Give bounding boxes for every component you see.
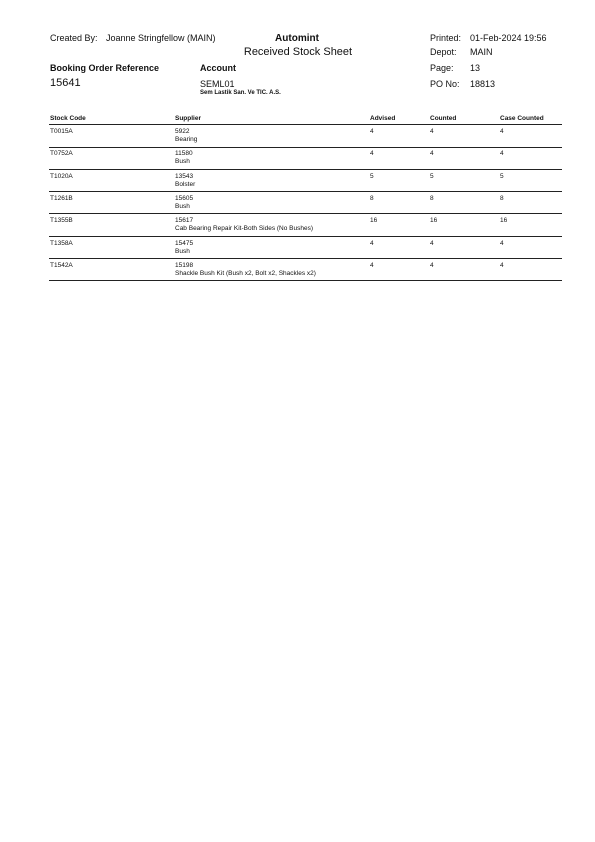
sheet-title: Received Stock Sheet (243, 46, 353, 58)
supplier-code-cell: 11580 (175, 150, 193, 158)
row-divider (49, 258, 562, 259)
counted-cell: 4 (430, 261, 434, 269)
account-code: SEML01 (200, 79, 235, 89)
account-label: Account (200, 63, 236, 73)
po-label: PO No: (430, 79, 460, 89)
case-counted-cell: 5 (500, 172, 504, 180)
advised-cell: 16 (370, 217, 378, 225)
counted-cell: 4 (430, 239, 434, 247)
col-advised: Advised (370, 115, 396, 122)
created-by-label: Created By: (50, 33, 98, 43)
description-cell: Bush (175, 158, 190, 166)
created-by-value: Joanne Stringfellow (MAIN) (106, 33, 216, 43)
counted-cell: 4 (430, 128, 434, 135)
row-divider (49, 191, 562, 192)
supplier-code-cell: 15617 (175, 217, 194, 225)
stock-code-cell: T1020A (50, 172, 73, 180)
company-name: Automint (275, 33, 319, 44)
supplier-code-cell: 15475 (175, 239, 194, 247)
booking-ref-label: Booking Order Reference (50, 63, 160, 73)
case-counted-cell: 16 (500, 217, 508, 225)
case-counted-cell: 4 (500, 239, 504, 247)
col-case-counted: Case Counted (500, 115, 544, 122)
stock-code-cell: T1358A (50, 239, 73, 247)
advised-cell: 8 (370, 194, 374, 202)
case-counted-cell: 4 (500, 128, 504, 135)
advised-cell: 4 (370, 128, 374, 135)
advised-cell: 4 (370, 150, 374, 158)
description-cell: Bearing (175, 136, 198, 143)
account-name: Sem Lastik San. Ve TIC. A.S. (200, 90, 281, 96)
advised-cell: 4 (370, 239, 374, 247)
description-cell: Bolster (175, 180, 196, 188)
description-cell: Bush (175, 202, 190, 210)
stock-code-cell: T1355B (50, 217, 73, 225)
supplier-code-cell: 5922 (175, 128, 190, 135)
description-cell: Cab Bearing Repair Kit-Both Sides (No Bushes) (175, 225, 314, 233)
depot-value: MAIN (470, 47, 493, 57)
row-divider (49, 169, 562, 170)
advised-cell: 5 (370, 172, 374, 180)
row-divider (49, 236, 562, 237)
row-divider (49, 213, 562, 214)
counted-cell: 5 (430, 172, 434, 180)
counted-cell: 4 (430, 150, 434, 158)
row-divider (49, 280, 562, 281)
description-cell: Shackle Bush Kit (Bush x2, Bolt x2, Shackles x2) (175, 269, 316, 277)
booking-ref-value: 15641 (50, 77, 81, 89)
row-divider (49, 147, 562, 148)
counted-cell: 8 (430, 194, 434, 202)
printed-label: Printed: (430, 33, 462, 43)
supplier-code-cell: 15605 (175, 194, 194, 202)
supplier-code-cell: 13543 (175, 172, 194, 180)
case-counted-cell: 4 (500, 261, 504, 269)
page-value: 13 (470, 63, 481, 73)
po-value: 18813 (470, 79, 496, 89)
page-label: Page: (430, 63, 454, 73)
printed-value: 01-Feb-2024 19:56 (470, 33, 547, 43)
counted-cell: 16 (430, 217, 438, 225)
stock-code-cell: T0015A (50, 128, 73, 135)
col-counted: Counted (430, 115, 457, 122)
case-counted-cell: 4 (500, 150, 504, 158)
stock-code-cell: T1542A (50, 261, 73, 269)
description-cell: Bush (175, 247, 190, 255)
stock-code-cell: T0752A (50, 150, 73, 158)
stock-code-cell: T1261B (50, 194, 73, 202)
supplier-code-cell: 15198 (175, 261, 194, 269)
col-stock-code: Stock Code (50, 115, 86, 122)
advised-cell: 4 (370, 261, 374, 269)
case-counted-cell: 8 (500, 194, 504, 202)
col-supplier: Supplier (175, 115, 202, 122)
depot-label: Depot: (430, 47, 457, 57)
